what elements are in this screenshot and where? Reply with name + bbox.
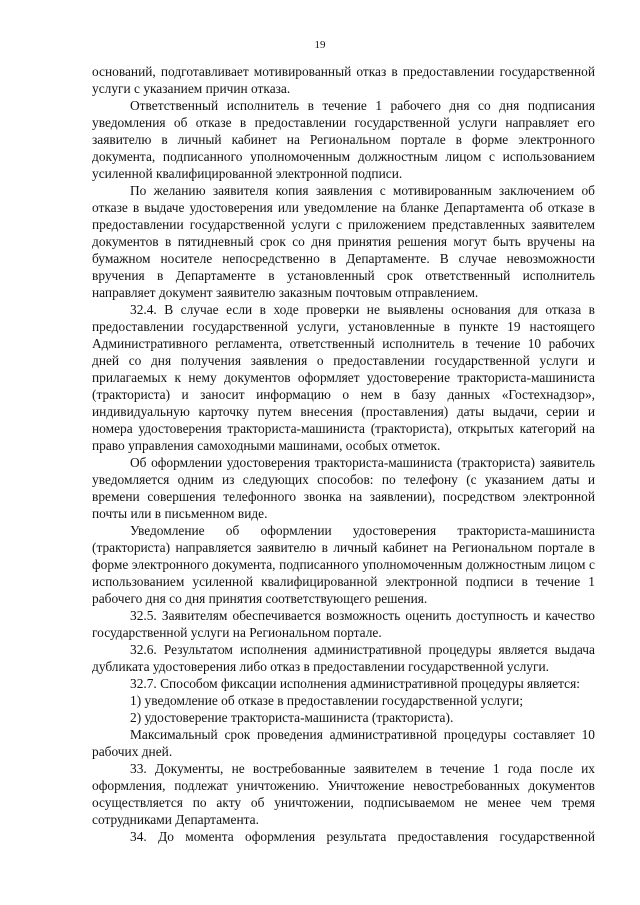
paragraph-notification-methods: Об оформлении удостоверения тракториста-машиниста (тракториста) заявитель уведомляется одним из следующих способов: по телефону (с указанием даты и времени совершения телефонного звонка на заявлении), посредством электронной почты или в письменном виде. [92, 455, 595, 521]
document-body [92, 63, 595, 845]
list-item-2: 2) удостоверение тракториста-машиниста (тракториста). [130, 710, 454, 725]
paragraph-32-5: 32.5. Заявителям обеспечивается возможность оценить доступность и качество государственной услуги на Региональном портале. [92, 608, 595, 640]
paragraph-32-6: 32.6. Результатом исполнения административной процедуры является выдача дубликата удостоверения либо отказ в предоставлении государственной услуги. [92, 642, 595, 674]
paragraph-max-term: Максимальный срок проведения административной процедуры составляет 10 рабочих дней. [92, 727, 595, 759]
paragraph-32-4: 32.4. В случае если в ходе проверки не выявлены основания для отказа в предоставлении государственной услуги, установленные в пункте 19 настоящего Административного регламента, ответственный исполнитель в течение 10 рабочих дней со дня получения заявления о предоставлении государственной услуги и прилагаемых к нему документов оформляет удостоверение тракториста-машиниста (тракториста) и заносит информацию о нем в базу данных «Гостехнадзор», индивидуальную карточку путем внесения (проставления) даты выдачи, серии и номера удостоверения тракториста-машиниста (тракториста), открытых категорий на право управления самоходными машинами, особых отметок. [92, 302, 595, 453]
paragraph-32-7: 32.7. Способом фиксации исполнения административной процедуры является: [130, 676, 580, 691]
paragraph-continuation: оснований, подготавливает мотивированный отказ в предоставлении государственной услуги с указанием причин отказа. [92, 64, 595, 96]
paragraph-electronic-notification: Уведомление об оформлении удостоверения тракториста-машиниста (тракториста) направляется заявителю в личный кабинет на Региональном портале в форме электронного документа, подписанного уполномоченным должностным лицом с использованием усиленной квалифицированной электронной подписи в течение 1 рабочего дня со дня принятия соответствующего решения. [92, 523, 595, 606]
page-number: 19 [314, 39, 326, 51]
paragraph-refusal-notice: Ответственный исполнитель в течение 1 рабочего дня со дня подписания уведомления об отказе в предоставлении государственной услуги направляет его заявителю в личный кабинет на Региональном портале в форме электронного документа, подписанного уполномоченным должностным лицом с использованием усиленной квалифицированной электронной подписи. [92, 98, 595, 181]
paragraph-paper-copy: По желанию заявителя копия заявления с мотивированным заключением об отказе в выдаче удостоверения или уведомление на бланке Департамента об отказе в предоставлении государственной услуги с приложением представленных заявителем документов в пятидневный срок со дня принятия решения могут быть вручены на бумажном носителе непосредственно в Департаменте. В случае невозможности вручения в Департаменте в установленный срок ответственный исполнитель направляет документ заявителю заказным почтовым отправлением. [92, 183, 595, 300]
list-item-1: 1) уведомление об отказе в предоставлении государственной услуги; [130, 693, 524, 708]
paragraph-33: 33. Документы, не востребованные заявителем в течение 1 года после их оформления, подлежат уничтожению. Уничтожение невостребованных документов осуществляется по акту об уничтожении, подписываемом не менее чем тремя сотрудниками Департамента. [92, 761, 595, 827]
paragraph-34: 34. До момента оформления результата предоставления государственной [130, 829, 595, 844]
